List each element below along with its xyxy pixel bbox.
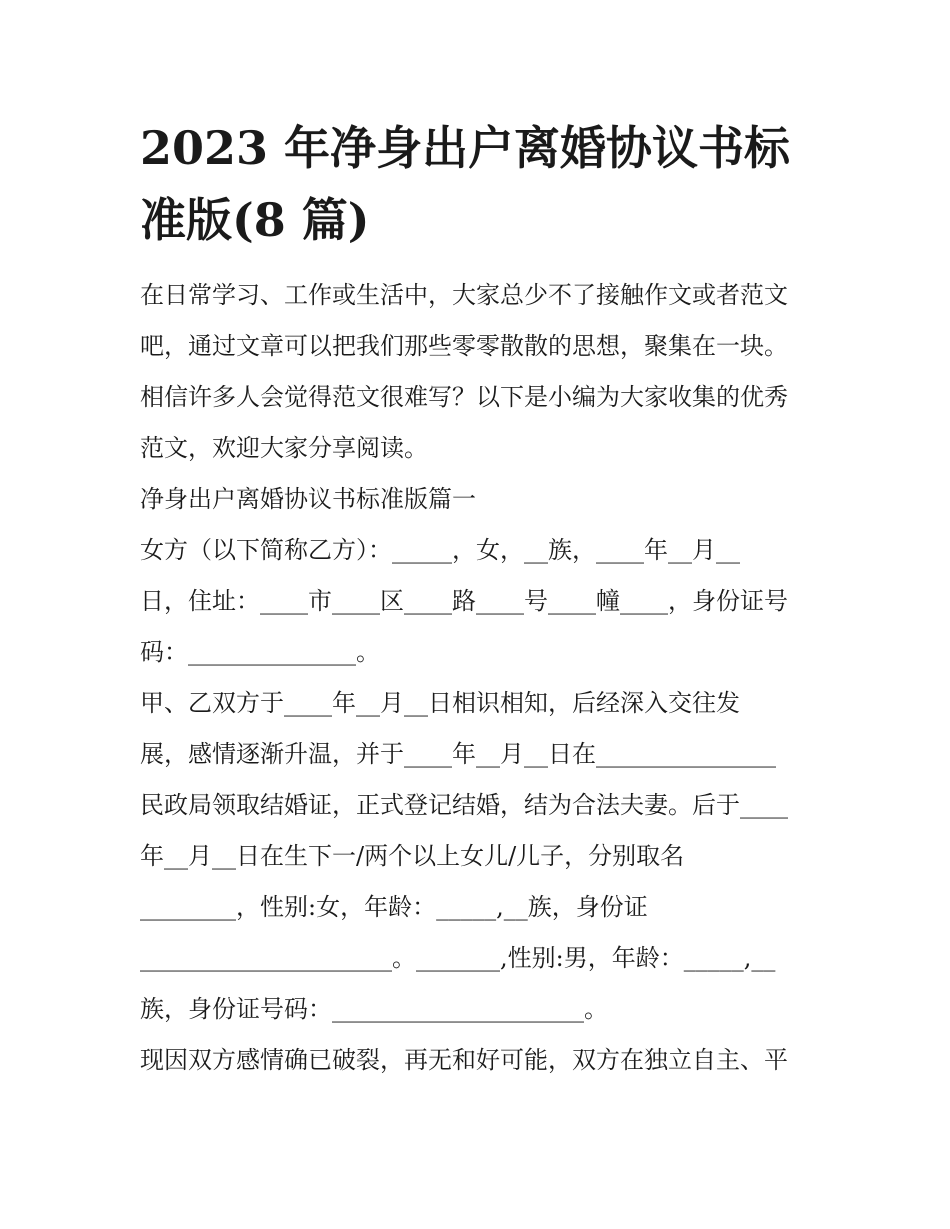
- text-line-2: 吧，通过文章可以把我们那些零零散散的思想，聚集在一块。: [140, 332, 788, 360]
- text-line-3: 相信许多人会觉得范文很难写？以下是小编为大家收集的优秀: [140, 383, 788, 411]
- text-line-14: _____________________。_______,性别:男，年龄：_____,__: [140, 944, 776, 972]
- text-line-16: 现因双方感情确已破裂，再无和好可能，双方在独立自主、平: [140, 1046, 788, 1074]
- text-line-7: 日，住址：____市____区____路____号____幢____，身份证号: [140, 587, 788, 615]
- text-line-1: 在日常学习、工作或生活中，大家总少不了接触作文或者范文: [140, 281, 788, 309]
- text-line-12: 年__月__日在生下一/两个以上女儿/儿子，分别取名: [140, 842, 685, 870]
- text-line-6: 女方（以下简称乙方）：_____，女，__族，____年__月__: [140, 536, 740, 564]
- text-line-10: 展，感情逐渐升温，并于____年__月__日在_______________: [140, 740, 776, 768]
- text-line-11: 民政局领取结婚证，正式登记结婚，结为合法夫妻。后于____: [140, 791, 788, 819]
- text-line-15: 族，身份证号码：_____________________。: [140, 995, 608, 1023]
- text-line-4: 范文，欢迎大家分享阅读。: [140, 434, 428, 462]
- document-title: [140, 112, 830, 256]
- document-body: [140, 270, 830, 1086]
- section-heading: 净身出户离婚协议书标准版篇一: [140, 485, 476, 513]
- text-line-8: 码：______________。: [140, 638, 380, 666]
- title-line-2: 准版(8 篇): [140, 193, 370, 247]
- title-line-1: 2023 年净身出户离婚协议书标: [140, 121, 791, 175]
- document-page: [140, 112, 830, 1086]
- text-line-13: ________，性别:女，年龄：_____,__族，身份证: [140, 893, 648, 921]
- text-line-9: 甲、乙双方于____年__月__日相识相知，后经深入交往发: [140, 689, 740, 717]
